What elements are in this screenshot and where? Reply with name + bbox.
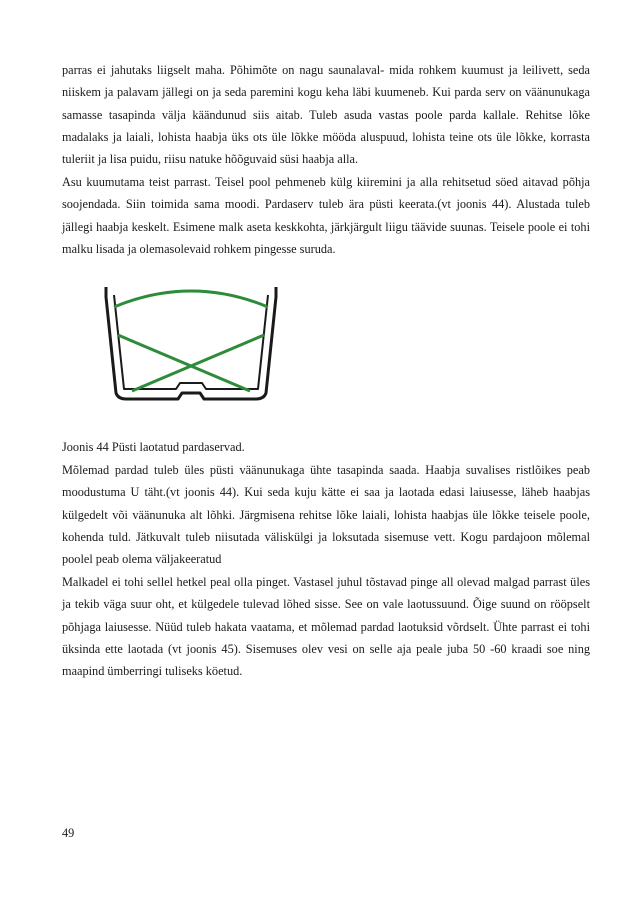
- figure-caption: Joonis 44 Püsti laotatud pardaservad.: [62, 440, 245, 454]
- paragraph-1: parras ei jahutaks liigselt maha. Põhimõte on nagu saunalaval- mida rohkem kuumust ja leilivett, seda niiskem ja palavam jällegi on ja seda paremini kogu keha läbi kuumeneb. Kui parda serv on väänunukaga samasse tasapinda välja käändunud siis aitab. Tuleb asuda vastas poole parda kallale. Rehitse lõke madalaks ja laiali, lohista haabja üks ots üle lõkke mööda aluspuud, lohista teine ots üle lõkke, korrasta tuleriit ja lisa puidu, riisu natuke hõõguvaid süsi haabja alla.: [62, 63, 590, 167]
- figure-44-hull-cross-section: [100, 283, 282, 411]
- paragraph-3: Mõlemad pardad tuleb üles püsti väänunukaga ühte tasapinda saada. Haabja suvalises ristlõikes peab moodustuma U täht.(vt joonis 44). Kui seda kuju kätte ei saa ja laotada edasi laiusesse, läheb haabjas külgedelt või väänunuka alt lõhki. Järgmisena rehitse lõke laiali, lohista haabjas üle lõkke teisele poole, kohenda tuld. Jätkuvalt tuleb niisutada väliskülgi ja loksutada sisemuse vett. Kogu pardajoon mõlemal poolel peab olema väljakeeratud: [62, 463, 590, 567]
- page-number: 49: [62, 826, 75, 840]
- paragraph-4: Malkadel ei tohi sellel hetkel peal olla pinget. Vastasel juhul tõstavad pinge all olevad malgad parrast üles ja tekib väga suur oht, et külgedele tulevad lõhed sisse. See on vale laotussuund. Õige suund on rööpselt põhjaga laiusesse. Nüüd tuleb hakata vaatama, et mõlemad pardad laotuksid võrdselt. Ühte parrast ei tohi üksinda ette laotada (vt joonis 45). Sisemuses olev vesi on selle aja peale juba 50 -60 kraadi soe ning maapind ümberringi tuliseks köetud.: [62, 575, 590, 679]
- paragraph-2: Asu kuumutama teist parrast. Teisel pool pehmeneb külg kiiremini ja alla rehitsetud söed aitavad põhja soojendada. Siin toimida sama moodi. Pardaserv tuleb ära püsti keerata.(vt joonis 44). Alustada tuleb jällegi haabja keskelt. Esimene malk aseta keskkohta, järkjärgult liigu täävide suunas. Teisele poole ei tohi malku lisada ja olemasolevaid rohkem pingesse suruda.: [62, 175, 590, 256]
- top-arc: [114, 291, 268, 307]
